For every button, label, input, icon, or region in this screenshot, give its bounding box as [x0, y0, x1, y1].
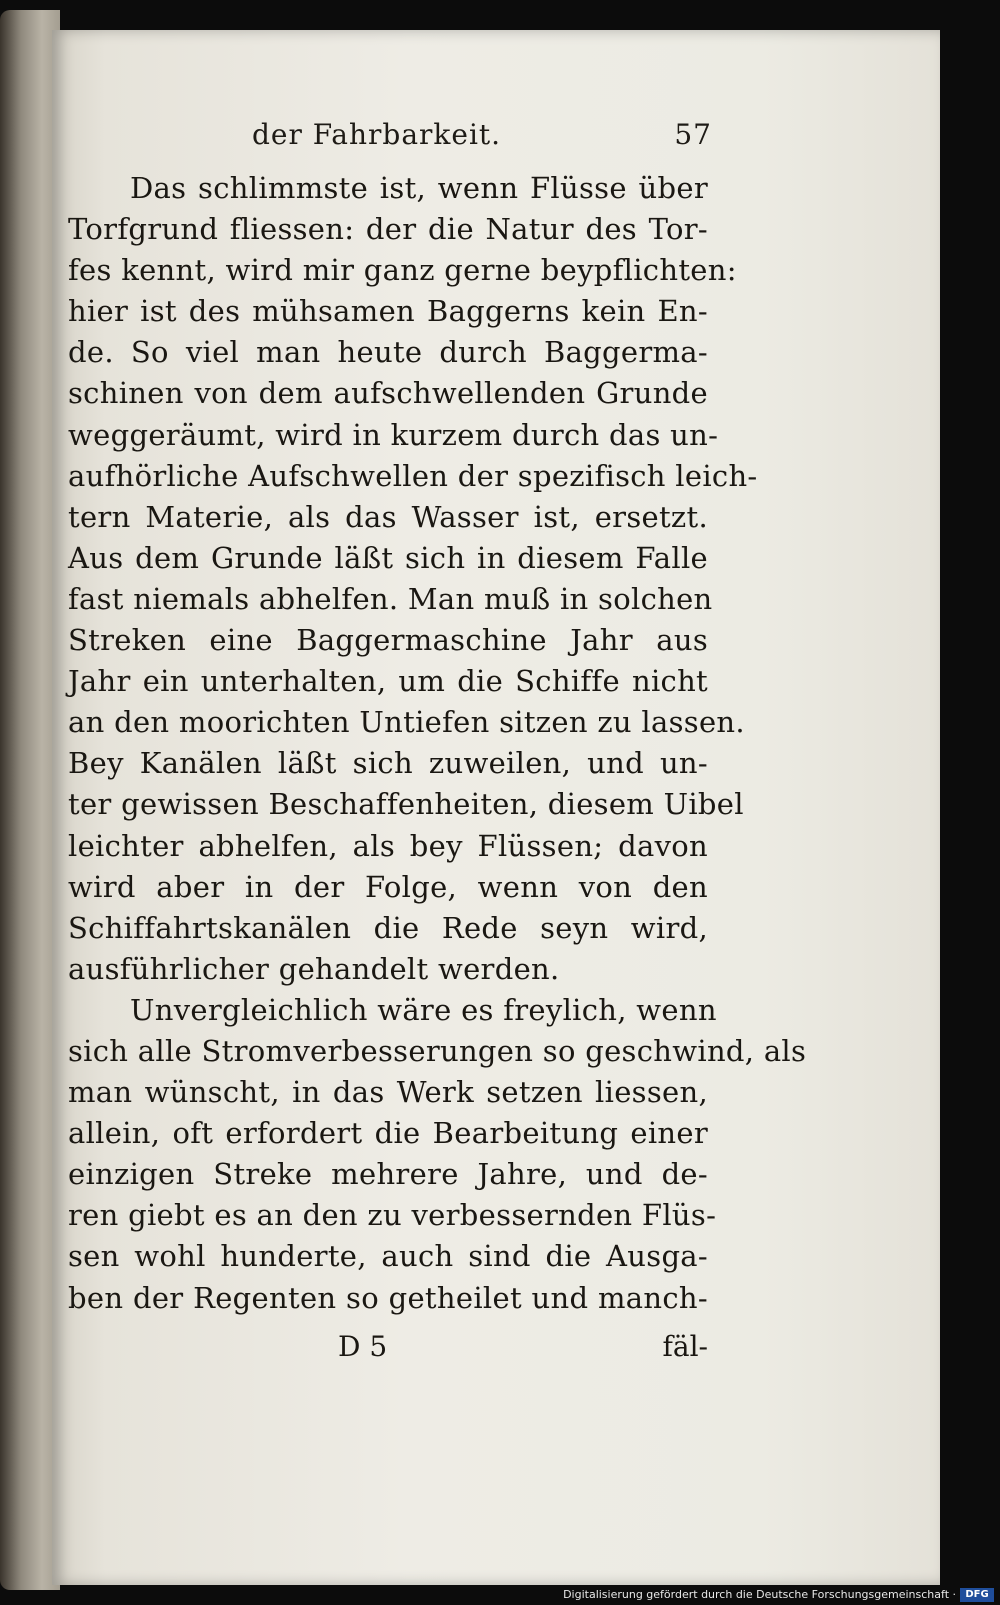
- text-line: einzigen Streke mehrere Jahre, und de-: [68, 1157, 708, 1192]
- text-line: fes kennt, wird mir ganz gerne beypflichten:: [68, 253, 737, 288]
- text-line: man wünscht, in das Werk setzen liessen,: [68, 1075, 708, 1110]
- text-line: Jahr ein unterhalten, um die Schiffe nicht: [68, 664, 708, 699]
- page-number: 57: [674, 118, 712, 151]
- text-line: aufhörliche Aufschwellen der spezifisch leich-: [68, 458, 758, 493]
- text-line: Bey Kanälen läßt sich zuweilen, und un-: [68, 746, 708, 781]
- body-text: [68, 168, 807, 1319]
- text-line: fast niemals abhelfen. Man muß in solchen: [68, 581, 713, 616]
- catchword: fäl-: [662, 1330, 708, 1363]
- text-line: hier ist des mühsamen Baggerns kein En-: [68, 294, 708, 329]
- text-line: tern Materie, als das Wasser ist, ersetzt.: [68, 499, 708, 534]
- text-line: ausführlicher gehandelt werden.: [68, 951, 560, 986]
- text-line: an den moorichten Untiefen sitzen zu lassen.: [68, 705, 745, 740]
- book-spine-edge: [0, 10, 60, 1590]
- text-line: Streken eine Baggermaschine Jahr aus: [68, 623, 708, 658]
- page-footer: [68, 1330, 708, 1374]
- text-line: allein, oft erfordert die Bearbeitung einer: [68, 1116, 708, 1151]
- text-line: ter gewissen Beschaffenheiten, diesem Uibel: [68, 787, 744, 822]
- text-line: Aus dem Grunde läßt sich in diesem Falle: [68, 540, 708, 575]
- text-line: ren giebt es an den zu verbessernden Flüs-: [68, 1198, 717, 1233]
- page-header: [252, 118, 712, 158]
- running-title: der Fahrbarkeit.: [252, 118, 502, 151]
- text-line: schinen von dem aufschwellenden Grunde: [68, 376, 708, 411]
- text-line: weggeräumt, wird in kurzem durch das un-: [68, 417, 719, 452]
- digitization-credit: Digitalisierung gefördert durch die Deutsche Forschungsgemeinschaft ·: [563, 1588, 956, 1601]
- dfg-logo: DFG: [960, 1588, 994, 1602]
- text-line: de. So viel man heute durch Baggerma-: [68, 335, 708, 370]
- text-line: Unvergleichlich wäre es freylich, wenn: [130, 992, 717, 1027]
- text-line: Das schlimmste ist, wenn Flüsse über: [130, 171, 708, 205]
- text-line: ben der Regenten so getheilet und manch-: [68, 1280, 708, 1315]
- signature-mark: D 5: [338, 1330, 388, 1363]
- text-line: Torfgrund fliessen: der die Natur des Tor-: [68, 212, 708, 247]
- text-line: leichter abhelfen, als bey Flüssen; davon: [68, 828, 708, 863]
- text-line: sich alle Stromverbesserungen so geschwind, als: [68, 1033, 807, 1068]
- text-line: sen wohl hunderte, auch sind die Ausga-: [68, 1239, 708, 1274]
- text-line: wird aber in der Folge, wenn von den: [68, 869, 708, 904]
- text-line: Schiffahrtskanälen die Rede seyn wird,: [68, 910, 708, 945]
